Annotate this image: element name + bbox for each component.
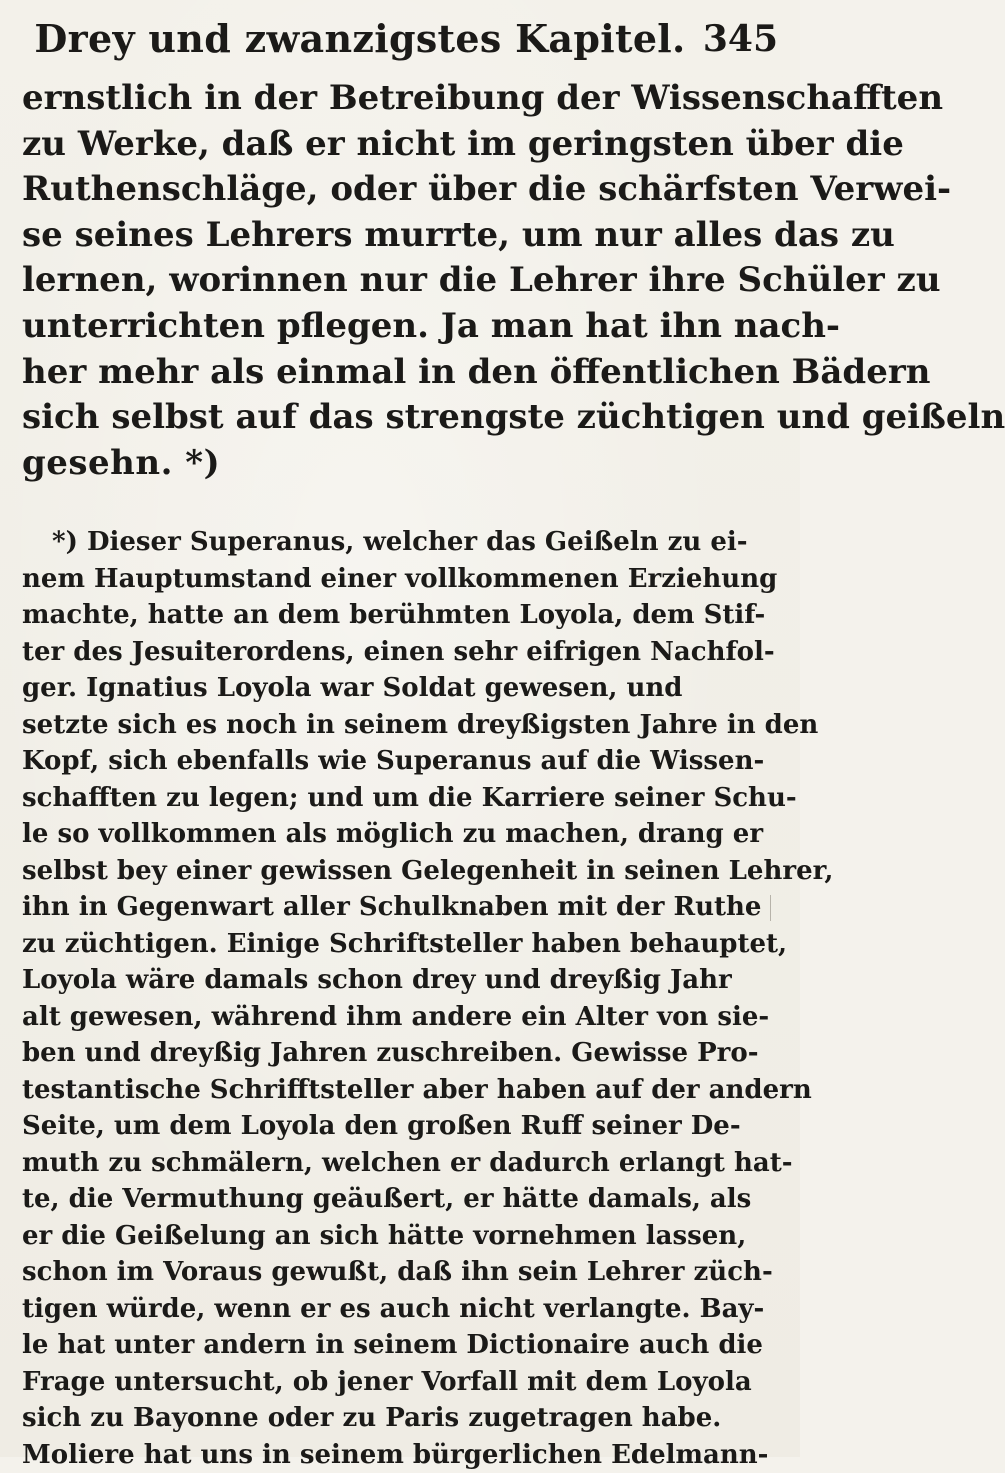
footnote-line: er die Geißelung an sich hätte vornehmen lassen, [22,1218,784,1255]
text-line: unterrichten pflegen. Ja man hat ihn nach- [22,304,782,350]
footnote-line: Seite, um dem Loyola den großen Ruff seiner De- [22,1108,784,1145]
footnote-line: nem Hauptumstand einer vollkommenen Erziehung [22,561,784,598]
footnote-line: Moliere hat uns in seinem bürgerlichen Edelmann- [22,1437,784,1473]
footnote-line: sich zu Bayonne oder zu Paris zugetragen habe. [22,1400,784,1437]
footnote-line: *) Dieser Superanus, welcher das Geißeln zu ei- [22,524,784,561]
footnote-line: Kopf, sich ebenfalls wie Superanus auf die Wissen- [22,743,784,780]
footnote-line: le hat unter andern in seinem Dictionaire auch die [22,1327,784,1364]
text-line: se seines Lehrers murrte, um nur alles das zu [22,213,782,259]
chapter-heading: Drey und zwanzigstes Kapitel. [0,16,720,61]
text-line: zu Werke, daß er nicht im geringsten über die [22,122,782,168]
footnote-line: schon im Voraus gewußt, daß ihn sein Lehrer züch- [22,1254,784,1291]
footnote-line: Loyola wäre damals schon drey und dreyßig Jahr [22,962,784,999]
text-line: gesehn. *) [22,441,782,487]
footnote-line: ger. Ignatius Loyola war Soldat gewesen, und [22,670,784,707]
page-number: 345 [703,18,778,60]
footnote-line: machte, hatte an dem berühmten Loyola, dem Stif- [22,597,784,634]
text-line: lernen, worinnen nur die Lehrer ihre Schüler zu [22,258,782,304]
footnote-line: zu züchtigen. Einige Schriftsteller haben behauptet, [22,926,784,963]
footnote-line: testantische Schrifftsteller aber haben auf der andern [22,1072,784,1109]
text-line: ernstlich in der Betreibung der Wissenschafften [22,76,782,122]
footnote-line: te, die Vermuthung geäußert, er hätte damals, als [22,1181,784,1218]
footnote-line: Frage untersucht, ob jener Vorfall mit dem Loyola [22,1364,784,1401]
footnote-line: alt gewesen, während ihm andere ein Alter von sie- [22,999,784,1036]
footnote-line: le so vollkommen als möglich zu machen, drang er [22,816,784,853]
footnote-line: ben und dreyßig Jahren zuschreiben. Gewisse Pro- [22,1035,784,1072]
running-head [0,10,800,68]
footnote-line: muth zu schmälern, welchen er dadurch erlangt hat- [22,1145,784,1182]
page-fold-mark [770,895,785,921]
text-line: sich selbst auf das strengste züchtigen und geißeln [22,395,782,441]
footnote-line: ihn in Gegenwart aller Schulknaben mit der Ruthe [22,889,784,926]
footnote-line: tigen würde, wenn er es auch nicht verlangte. Bay- [22,1291,784,1328]
footnote-line: ter des Jesuiterordens, einen sehr eifrigen Nachfol- [22,634,784,671]
footnote-line: setzte sich es noch in seinem dreyßigsten Jahre in den [22,707,784,744]
text-line: Ruthenschläge, oder über die schärfsten Verwei- [22,167,782,213]
text-line: her mehr als einmal in den öffentlichen Bädern [22,350,782,396]
footnote-block [22,524,784,1473]
footnote-line: selbst bey einer gewissen Gelegenheit in seinen Lehrer, [22,853,784,890]
footnote-line: schafften zu legen; und um die Karriere seiner Schu- [22,780,784,817]
main-text-block [22,76,782,486]
